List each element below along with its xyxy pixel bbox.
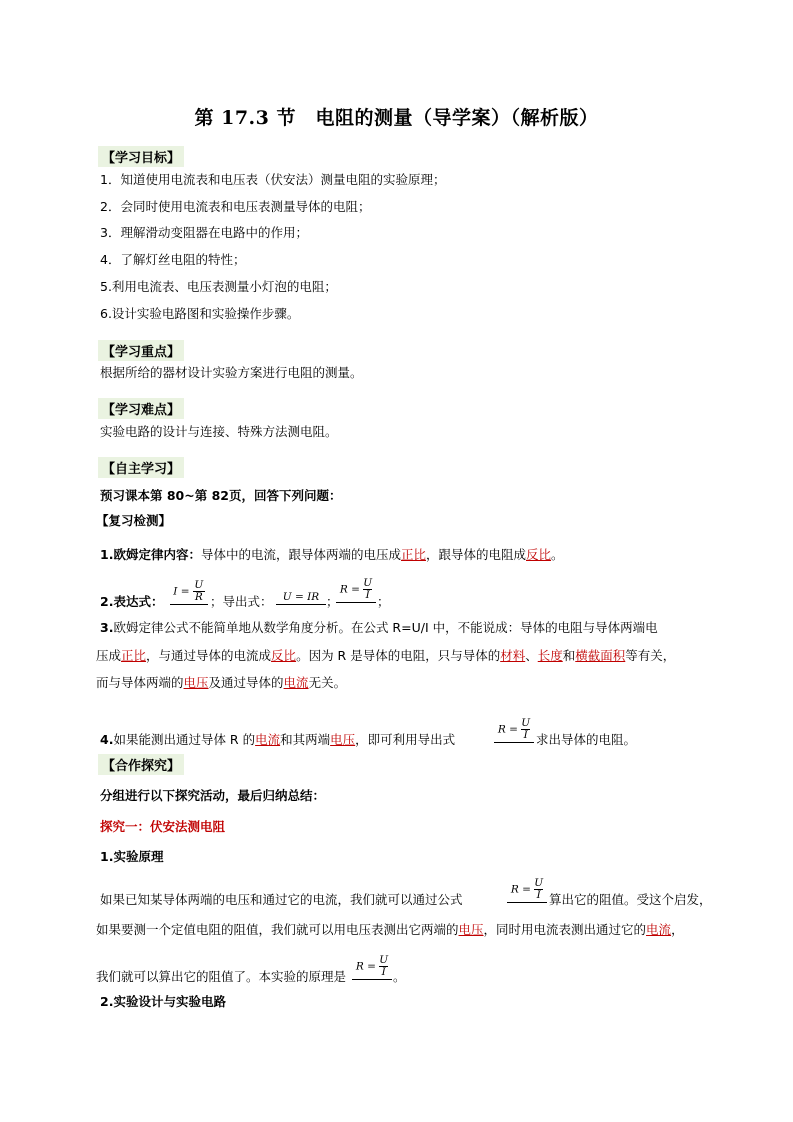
q1-end: 。 bbox=[551, 547, 564, 562]
difficulty-header: 【学习难点】 bbox=[98, 398, 184, 419]
q3-b5: 和 bbox=[562, 648, 576, 663]
q2-f1-lhs: I = bbox=[173, 585, 190, 598]
q3-b1: 压成 bbox=[96, 648, 122, 663]
q2-formula-resistance bbox=[336, 576, 376, 603]
key-text: 根据所给的器材设计实验方案进行电阻的测量。 bbox=[100, 365, 363, 380]
q2-formula-ohm bbox=[170, 578, 208, 605]
goal-item-5: 5.利用电流表、电压表测量小灯泡的电阻； bbox=[100, 279, 337, 294]
goal-item-2: 2．会同时使用电流表和电压表测量导体的电阻； bbox=[100, 199, 371, 214]
self-study-header: 【自主学习】 bbox=[98, 457, 184, 478]
question-3-line-1 bbox=[100, 618, 658, 638]
p1-text-a: 如果已知某导体两端的电压和通过它的电流，我们就可以通过公式 bbox=[100, 892, 463, 907]
goal-item-3: 3．理解滑动变阻器在电路中的作用； bbox=[100, 225, 308, 240]
q1-answer-1: 正比 bbox=[400, 547, 426, 562]
q3-answer-3: 材料 bbox=[500, 648, 526, 663]
question-3-line-2 bbox=[96, 646, 675, 666]
p3-text-a: 我们就可以算出它的阻值了。本实验的原理是 bbox=[96, 969, 347, 984]
q2-f1-num: U bbox=[194, 579, 204, 591]
goal-item-1: 1．知道使用电流表和电压表（伏安法）测量电阻的实验原理； bbox=[100, 172, 446, 187]
q3-c1: 而与导体两端的 bbox=[96, 675, 184, 690]
p2-answer-2: 电流 bbox=[646, 922, 672, 937]
q2-end: ； bbox=[377, 594, 390, 609]
q1-text-a: 导体中的电流，跟导体两端的电压成 bbox=[200, 547, 401, 562]
inquiry-1-title: 探究一：伏安法测电阻 bbox=[100, 819, 226, 834]
principle-line-1 bbox=[100, 890, 463, 910]
q4-label: 4. bbox=[100, 732, 114, 747]
q2-label: 2.表达式： bbox=[100, 594, 164, 609]
q3-c2: 及通过导体的 bbox=[208, 675, 284, 690]
q3-answer-2: 反比 bbox=[271, 648, 297, 663]
p1-f-num: U bbox=[534, 877, 544, 889]
q2-f2: U = IR bbox=[282, 591, 320, 603]
review-header: 【复习检测】 bbox=[96, 513, 172, 528]
q4-text-b: 和其两端 bbox=[280, 732, 331, 747]
q4-f-lhs: R = bbox=[497, 723, 518, 736]
question-4 bbox=[100, 730, 455, 750]
goal-item-6: 6.设计实验电路图和实验操作步骤。 bbox=[100, 306, 300, 321]
q3-b4: 、 bbox=[525, 648, 538, 663]
q3-answer-5: 横截面积 bbox=[575, 648, 626, 663]
q1-answer-2: 反比 bbox=[526, 547, 552, 562]
q3-c3: 无关。 bbox=[308, 675, 347, 690]
p2-text-c: ， bbox=[671, 922, 684, 937]
goal-item-4: 4．了解灯丝电阻的特性； bbox=[100, 252, 246, 267]
q2-formula-voltage bbox=[276, 578, 326, 605]
question-1 bbox=[100, 545, 564, 565]
q4-answer-1: 电流 bbox=[255, 732, 281, 747]
q3-answer-1: 正比 bbox=[121, 648, 147, 663]
q3-b2: ，与通过导体的电流成 bbox=[146, 648, 272, 663]
principle-line-3 bbox=[96, 967, 346, 987]
p1-text-b: 算出它的阻值。受这个启发， bbox=[549, 892, 712, 907]
q3-answer-6: 电压 bbox=[183, 675, 209, 690]
section-1-title: 1.实验原理 bbox=[100, 849, 164, 864]
section-2-title: 2.实验设计与实验电路 bbox=[100, 994, 226, 1009]
p2-text-a: 如果要测一个定值电阻的阻值，我们就可以用电压表测出它两端的 bbox=[96, 922, 459, 937]
p2-text-b: ，同时用电流表测出通过它的 bbox=[483, 922, 647, 937]
p3-formula bbox=[352, 953, 392, 980]
coop-intro: 分组进行以下探究活动，最后归纳总结： bbox=[100, 788, 326, 803]
q3-answer-4: 长度 bbox=[537, 648, 563, 663]
q2-f3-num: U bbox=[363, 577, 373, 589]
q4-f-den: I bbox=[521, 729, 530, 741]
q4-text-c: ，即可利用导出式 bbox=[355, 732, 456, 747]
q4-answer-2: 电压 bbox=[330, 732, 356, 747]
q3-answer-7: 电流 bbox=[283, 675, 309, 690]
coop-header: 【合作探究】 bbox=[98, 754, 184, 775]
q4-formula bbox=[494, 716, 534, 743]
q3-b6: 等有关， bbox=[625, 648, 676, 663]
q2-f3-lhs: R = bbox=[339, 583, 360, 596]
principle-line-2 bbox=[96, 920, 684, 940]
q1-text-b: ，跟导体的电阻成 bbox=[425, 547, 526, 562]
q2-f3-den: I bbox=[363, 589, 372, 601]
p3-f-lhs: R = bbox=[355, 960, 376, 973]
key-header: 【学习重点】 bbox=[98, 340, 184, 361]
q2-sep: ； bbox=[326, 594, 339, 609]
q4-end: 求出导体的电阻。 bbox=[536, 732, 637, 747]
p1-f-den: I bbox=[534, 889, 543, 901]
q3-b3: 。因为 R 是导体的电阻，只与导体的 bbox=[296, 648, 501, 663]
question-3-line-3 bbox=[96, 673, 346, 693]
q4-text-a: 如果能测出通过导体 R 的 bbox=[113, 732, 256, 747]
page-title: 第 17.3 节 电阻的测量（导学案）（解析版） bbox=[194, 107, 599, 129]
goals-header: 【学习目标】 bbox=[98, 146, 184, 167]
q4-f-num: U bbox=[521, 717, 531, 729]
q3-label: 3. bbox=[100, 620, 114, 635]
p3-f-den: I bbox=[379, 966, 388, 978]
q2-f1-den: R bbox=[194, 591, 203, 603]
p1-formula bbox=[507, 876, 547, 903]
question-2-label bbox=[100, 592, 163, 612]
self-study-intro: 预习课本第 80~第 82页，回答下列问题： bbox=[100, 488, 342, 503]
p2-answer-1: 电压 bbox=[458, 922, 484, 937]
difficulty-text: 实验电路的设计与连接、特殊方法测电阻。 bbox=[100, 424, 338, 439]
p3-f-num: U bbox=[379, 954, 389, 966]
q1-label: 1.欧姆定律内容： bbox=[100, 547, 201, 562]
p1-f-lhs: R = bbox=[510, 883, 531, 896]
q2-mid: ；导出式： bbox=[210, 594, 273, 609]
p3-text-b: 。 bbox=[393, 969, 406, 984]
q3-text-a: 欧姆定律公式不能简单地从数学角度分析。在公式 R=U/I 中，不能说成：导体的电阻与导体两端电 bbox=[113, 620, 658, 635]
